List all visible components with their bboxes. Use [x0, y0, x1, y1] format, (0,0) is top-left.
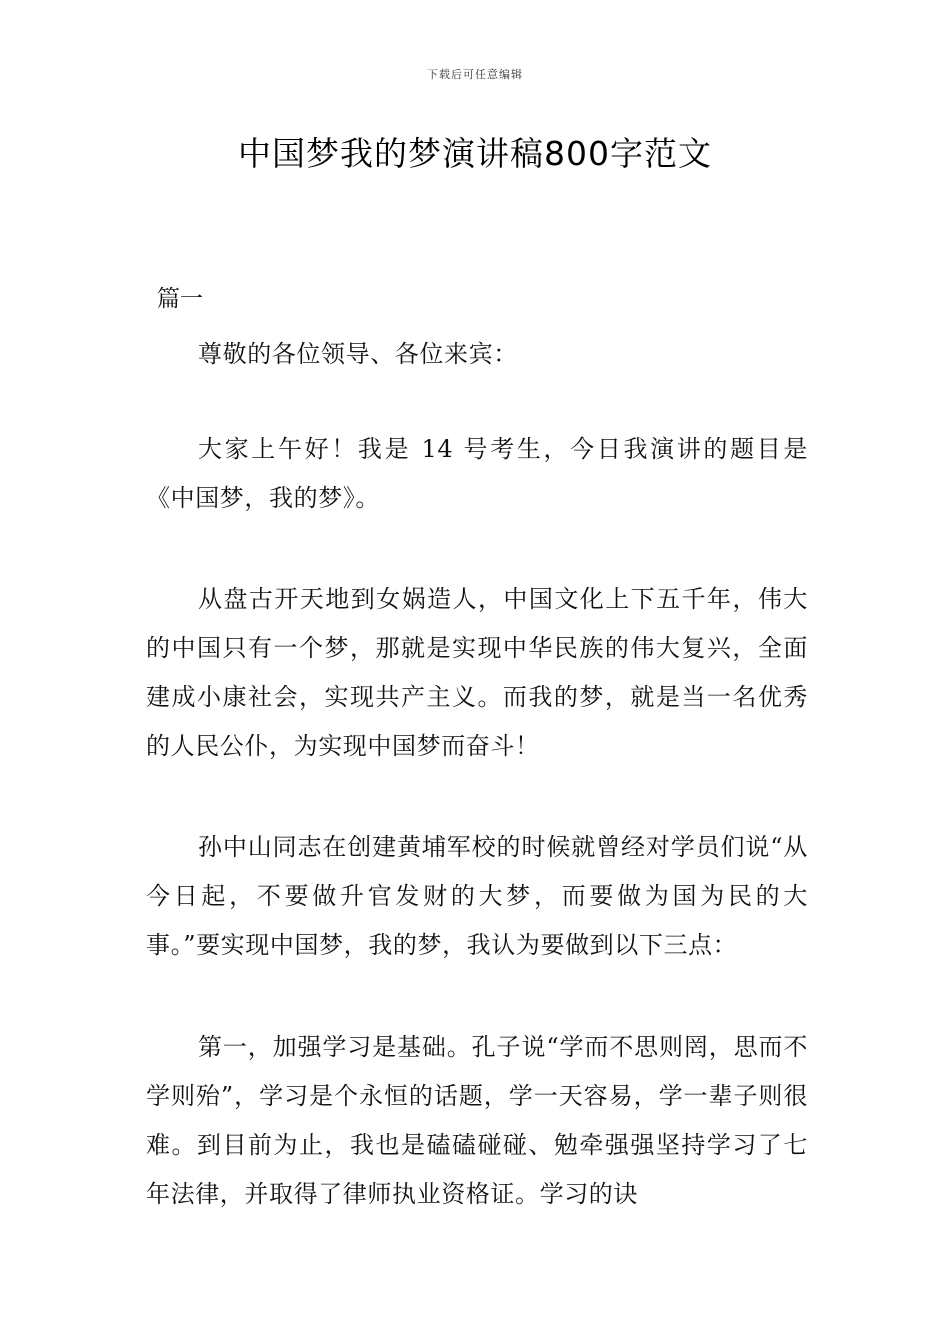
paragraph-4: 第一，加强学习是基础。孔子说“学而不思则罔，思而不学则殆”，学习是个永恒的话题，学一天容易，学一辈子则很难。到目前为止，我也是磕磕碰碰、勉牵强强坚持学习了七年法律，并取得了律师执业资格证。学习的诀 — [146, 1033, 808, 1208]
section-label: 篇一 — [157, 286, 203, 312]
paragraph-3: 孙中山同志在创建黄埔军校的时候就曾经对学员们说“从今日起，不要做升官发财的大梦，而要做为国为民的大事。”要实现中国梦，我的梦，我认为要做到以下三点： — [146, 833, 808, 959]
header-note: 下载后可任意编辑 — [427, 68, 523, 81]
salutation: 尊敬的各位领导、各位来宾： — [198, 340, 518, 368]
document-title: 中国梦我的梦演讲稿800字范文 — [238, 134, 712, 173]
paragraph-2: 从盘古开天地到女娲造人，中国文化上下五千年，伟大的中国只有一个梦，那就是实现中华民族的伟大复兴，全面建成小康社会，实现共产主义。而我的梦，就是当一名优秀的人民公仆，为实现中国梦而奋斗！ — [146, 585, 808, 760]
paragraph-1: 大家上午好！我是 14 号考生，今日我演讲的题目是《中国梦，我的梦》。 — [146, 435, 808, 512]
